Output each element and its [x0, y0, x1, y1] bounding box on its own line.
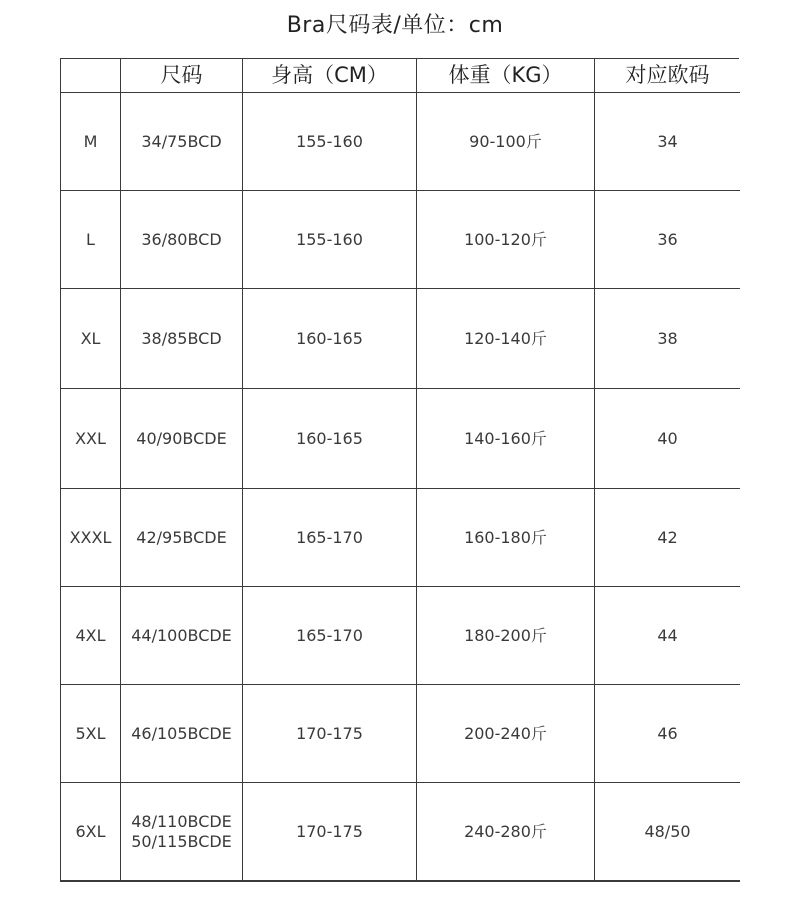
size-chart-table	[60, 58, 739, 881]
header-cell	[61, 59, 121, 92]
table-row	[61, 289, 740, 389]
size-label-cell: 6XL	[61, 783, 121, 881]
weight-cell: 160-180斤	[417, 489, 595, 586]
eu-size-cell: 44	[657, 625, 678, 645]
eu-size-cell: 48/50	[644, 822, 691, 841]
table-row	[61, 783, 740, 881]
header-cell-eu-size: 对应欧码	[625, 63, 710, 88]
table-row	[61, 685, 740, 783]
table-row	[61, 587, 740, 685]
weight-cell: 180-200斤	[417, 587, 595, 684]
size-label-cell: XXXL	[61, 489, 121, 586]
weight-cell: 140-160斤	[417, 389, 595, 488]
bra-size-cell: 36/80BCD	[121, 191, 243, 288]
bra-size-cell: 38/85BCD	[121, 289, 243, 388]
bra-size-cell: 40/90BCDE	[121, 389, 243, 488]
table-bottom-border	[60, 880, 740, 882]
size-label-cell: M	[61, 93, 121, 190]
header-cell-weight: 体重（KG）	[417, 59, 595, 92]
size-label-cell: 5XL	[61, 685, 121, 782]
size-label-cell: 4XL	[61, 587, 121, 684]
table-row	[61, 489, 740, 587]
height-cell: 170-175	[243, 685, 417, 782]
eu-size-cell: 40	[657, 428, 678, 448]
eu-size-cell: 34	[657, 131, 678, 151]
eu-size-cell: 46	[657, 723, 678, 743]
height-cell: 155-160	[243, 191, 417, 288]
height-cell: 165-170	[243, 587, 417, 684]
weight-cell: 90-100斤	[417, 93, 595, 190]
size-label-cell: L	[61, 191, 121, 288]
bra-size-cell: 44/100BCDE	[121, 587, 243, 684]
weight-cell: 120-140斤	[417, 289, 595, 388]
table-row	[61, 389, 740, 489]
bra-size-cell: 34/75BCD	[121, 93, 243, 190]
height-cell: 160-165	[243, 389, 417, 488]
table-row	[61, 191, 740, 289]
table-header-row	[61, 59, 740, 93]
page-title: Bra尺码表/单位：cm	[286, 13, 504, 38]
weight-cell: 200-240斤	[417, 685, 595, 782]
size-label-cell: XXL	[61, 389, 121, 488]
size-label-cell: XL	[61, 289, 121, 388]
header-cell-size: 尺码	[121, 59, 243, 92]
bra-size-cell: 46/105BCDE	[121, 685, 243, 782]
eu-size-cell: 42	[657, 527, 678, 547]
height-cell: 170-175	[243, 783, 417, 881]
eu-size-cell: 38	[657, 328, 678, 348]
bra-size-cell: 42/95BCDE	[121, 489, 243, 586]
eu-size-cell: 36	[657, 229, 678, 249]
height-cell: 165-170	[243, 489, 417, 586]
table-row	[61, 93, 740, 191]
weight-cell: 240-280斤	[417, 783, 595, 881]
height-cell: 160-165	[243, 289, 417, 388]
header-cell-height: 身高（CM）	[243, 59, 417, 92]
bra-size-cell: 48/110BCDE 50/115BCDE	[121, 783, 243, 881]
height-cell: 155-160	[243, 93, 417, 190]
weight-cell: 100-120斤	[417, 191, 595, 288]
